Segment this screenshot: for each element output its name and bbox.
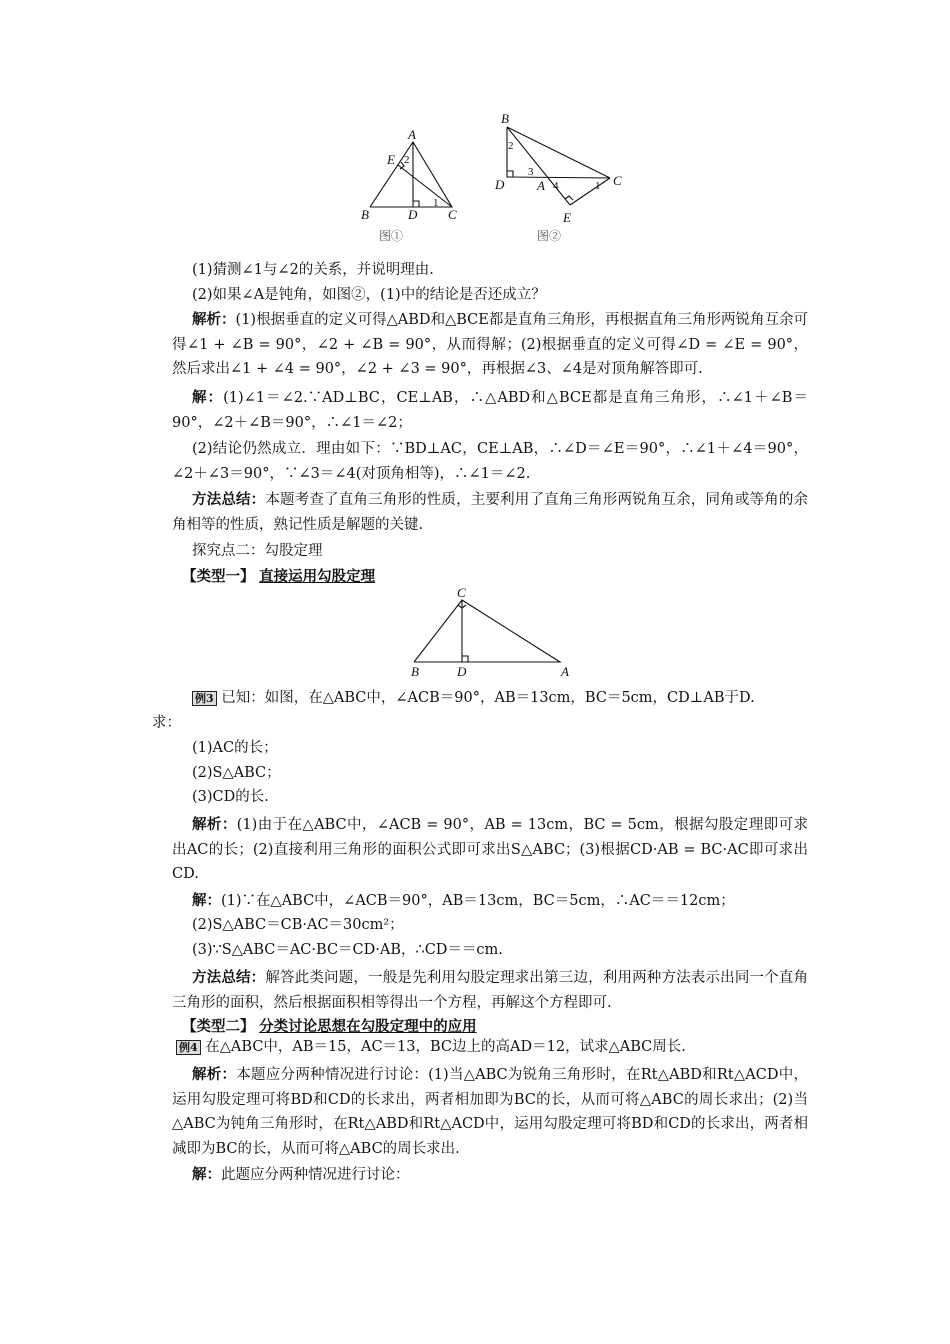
segment-ec [570, 178, 610, 205]
figure-3 [411, 585, 569, 679]
question-2 [172, 283, 808, 308]
label-b: B [361, 207, 369, 222]
label-b: B [501, 111, 509, 126]
angle-1-label: 1 [595, 180, 601, 192]
label-d: D [408, 207, 418, 222]
label-c: C [448, 207, 457, 222]
solution-part-2 [172, 437, 808, 486]
solution-label: 解： [192, 1167, 221, 1183]
solution-label: 解： [192, 390, 224, 406]
sub-question [172, 761, 808, 786]
solution-part-2 [172, 913, 808, 938]
angle-3-label: 3 [528, 166, 534, 178]
analysis-label: 解析： [192, 1067, 237, 1083]
triangle-abc [414, 600, 560, 662]
right-angle-mark [565, 196, 573, 200]
text: 此题应分两种情况进行讨论： [221, 1167, 410, 1183]
triangle-bdc [507, 127, 610, 178]
example-badge: 例3 [192, 691, 217, 706]
segment-ce [398, 165, 452, 207]
text: (1)由于在△ABC中，∠ACB = 90°，AB = 13cm，BC = 5cm，根据勾股定理即可求出AC的长；(2)直接利用三角形的面积公式即可求出S△ABC；(3)根据CD·AB = BC·AC即可求出CD. [172, 817, 808, 883]
text: (1)AC的长； [192, 740, 278, 756]
text: 本题应分两种情况进行讨论：(1)当△ABC为锐角三角形时，在Rt△ABD和Rt△ACD中，运用勾股定理可将BD和CD的长求出，两者相加即为BC的长，从而可将△ABC的周长求出；(2)当△ABC为钝角三角形时，在Rt△ABD和Rt△ACD中，运用勾股定理可将BD和CD的长求出，两者相减即为BC的长，从而可将△ABC的周长求出. [172, 1067, 808, 1157]
method-summary [172, 966, 808, 1015]
method-summary [172, 488, 808, 537]
label-b: B [411, 664, 419, 679]
label-a: A [537, 178, 545, 193]
figure-1-caption: 图① [379, 229, 404, 243]
angle-4-label: 4 [553, 180, 559, 192]
text: (2)结论仍然成立．理由如下：∵BD⊥AC，CE⊥AB，∴∠D＝∠E＝90°，∴∠1＋∠4＝90°，∠2＋∠3＝90°，∵∠3＝∠4(对顶角相等)，∴∠1＝∠2. [172, 441, 808, 482]
example-badge: 例4 [176, 1040, 201, 1055]
text: 求： [152, 714, 181, 731]
right-angle-mark [462, 656, 468, 662]
analysis-label: 解析： [192, 312, 236, 328]
sub-question [172, 736, 808, 761]
solution-paragraph [172, 889, 808, 914]
text: 在△ABC中，AB＝15，AC＝13，BC边上的高AD＝12，试求△ABC周长. [205, 1039, 686, 1055]
text: (2)S△ABC； [192, 765, 281, 781]
method-label: 方法总结： [192, 492, 266, 508]
solution-part-3 [172, 938, 808, 963]
segment-be [507, 127, 570, 205]
figure-2-caption: 图② [537, 229, 562, 243]
label-d: D [495, 177, 505, 192]
text: 解答此类问题，一般是先利用勾股定理求出第三边，利用两种方法表示出同一个直角三角形的面积，然后根据面积相等得出一个方程，再解这个方程即可. [172, 970, 809, 1011]
solution-paragraph [172, 1163, 808, 1188]
text: (3)∵S△ABC＝AC·BC＝CD·AB，∴CD＝＝cm. [192, 942, 503, 958]
label-a: A [408, 127, 416, 142]
type-label: 【类型二】 [182, 1019, 255, 1035]
text: (1)∵在△ABC中，∠ACB＝90°，AB＝13cm，BC＝5cm，∴AC＝＝12cm； [221, 893, 735, 909]
label-a: A [561, 664, 569, 679]
figure-2 [494, 111, 622, 243]
question-1 [172, 258, 808, 283]
label-c: C [457, 585, 466, 600]
text: 已知：如图，在△ABC中，∠ACB＝90°，AB＝13cm，BC＝5cm，CD⊥AB于D. [221, 690, 755, 706]
example-4 [172, 1035, 808, 1060]
text: (2)S△ABC＝CB·AC＝30cm²； [192, 917, 404, 933]
text: (1)∠1＝∠2.∵AD⊥BC，CE⊥AB，∴△ABD和△BCE都是直角三角形，∴∠1＋∠B＝90°，∠2＋∠B＝90°，∴∠1＝∠2； [172, 390, 808, 431]
text: (1)猜测∠1与∠2的关系，并说明理由. [192, 262, 434, 278]
analysis-paragraph [172, 308, 808, 382]
figure-1 [361, 127, 457, 243]
text: 本题考查了直角三角形的性质，主要利用了直角三角形两锐角互余，同角或等角的余角相等的性质，熟记性质是解题的关键. [172, 492, 809, 533]
type-title: 直接运用勾股定理 [259, 569, 376, 585]
sub-question [172, 785, 808, 810]
text: (1)根据垂直的定义可得△ABD和△BCE都是直角三角形，再根据直角三角形两锐角互余可得∠1 + ∠B = 90°，∠2 + ∠B = 90°，从而得解；(2)根据垂直的定义可得∠D = ∠E = 90°，然后求出∠1 + ∠4 = 90°，∠2 + ∠3 = 90°，再根据∠3、∠4是对顶角解答即可. [172, 312, 809, 378]
angle-2-label: 2 [508, 140, 514, 152]
solution-paragraph [172, 386, 808, 435]
analysis-label: 解析： [192, 817, 237, 833]
label-c: C [613, 173, 622, 188]
example-3 [152, 686, 808, 735]
analysis-paragraph [172, 813, 808, 887]
type-label: 【类型一】 [182, 569, 255, 585]
text: (3)CD的长. [192, 789, 269, 805]
section-heading [172, 539, 808, 564]
angle-1-label: 1 [433, 197, 439, 209]
text: 探究点二：勾股定理 [192, 543, 323, 559]
label-d: D [457, 664, 467, 679]
label-e: E [563, 210, 571, 225]
text: (2)如果∠A是钝角，如图②，(1)中的结论是否还成立？ [192, 287, 546, 303]
type-title: 分类讨论思想在勾股定理中的应用 [259, 1019, 477, 1035]
solution-label: 解： [192, 893, 221, 909]
angle-2-label: 2 [404, 154, 410, 166]
analysis-paragraph [172, 1063, 808, 1161]
label-e: E [387, 152, 395, 167]
right-angle-mark [507, 171, 513, 177]
method-label: 方法总结： [192, 970, 266, 986]
type-1-heading [172, 565, 808, 590]
